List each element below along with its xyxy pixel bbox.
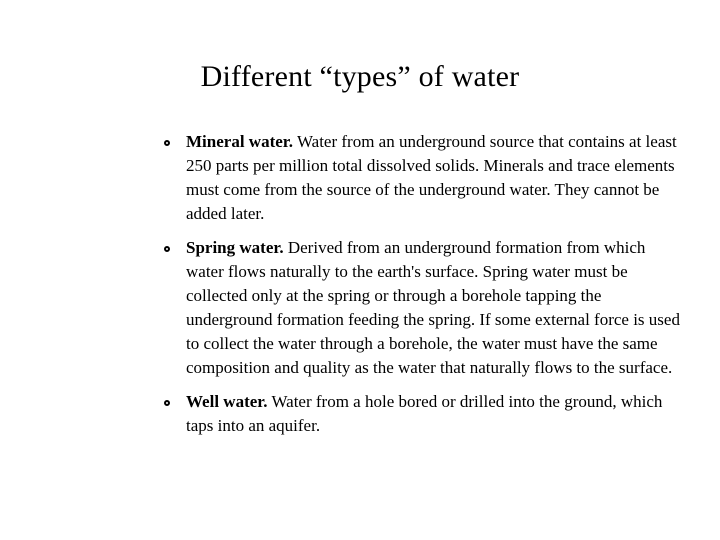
list-item-spring-water <box>164 236 684 380</box>
definition-list <box>164 130 684 448</box>
bullet-icon <box>164 140 170 146</box>
list-item-mineral-water <box>164 130 684 226</box>
term-mineral-water: Mineral water. <box>186 132 294 151</box>
slide-title-text: Different “types” of water <box>200 60 520 93</box>
slide-title <box>0 58 720 96</box>
bullet-icon <box>164 246 170 252</box>
term-well-water: Well water. <box>186 392 268 411</box>
term-spring-water: Spring water. <box>186 238 284 257</box>
list-item-well-water <box>164 390 684 438</box>
bullet-icon <box>164 400 170 406</box>
definition-spring-water: Derived from an underground formation from which water flows naturally to the earth's surface. Spring water must be collected only at the spring or through a borehole tapping the underground formation feeding the spring. If some external force is used to collect the water through a borehole, the water must have the same composition and quality as the water that naturally flows to the surface. <box>186 238 680 377</box>
definition-well-water: Water from a hole bored or drilled into the ground, which taps into an aquifer. <box>186 392 663 435</box>
definition-mineral-water: Water from an underground source that contains at least 250 parts per million total dissolved solids. Minerals and trace elements must come from the source of the underground water. They cannot be added later. <box>186 132 677 223</box>
